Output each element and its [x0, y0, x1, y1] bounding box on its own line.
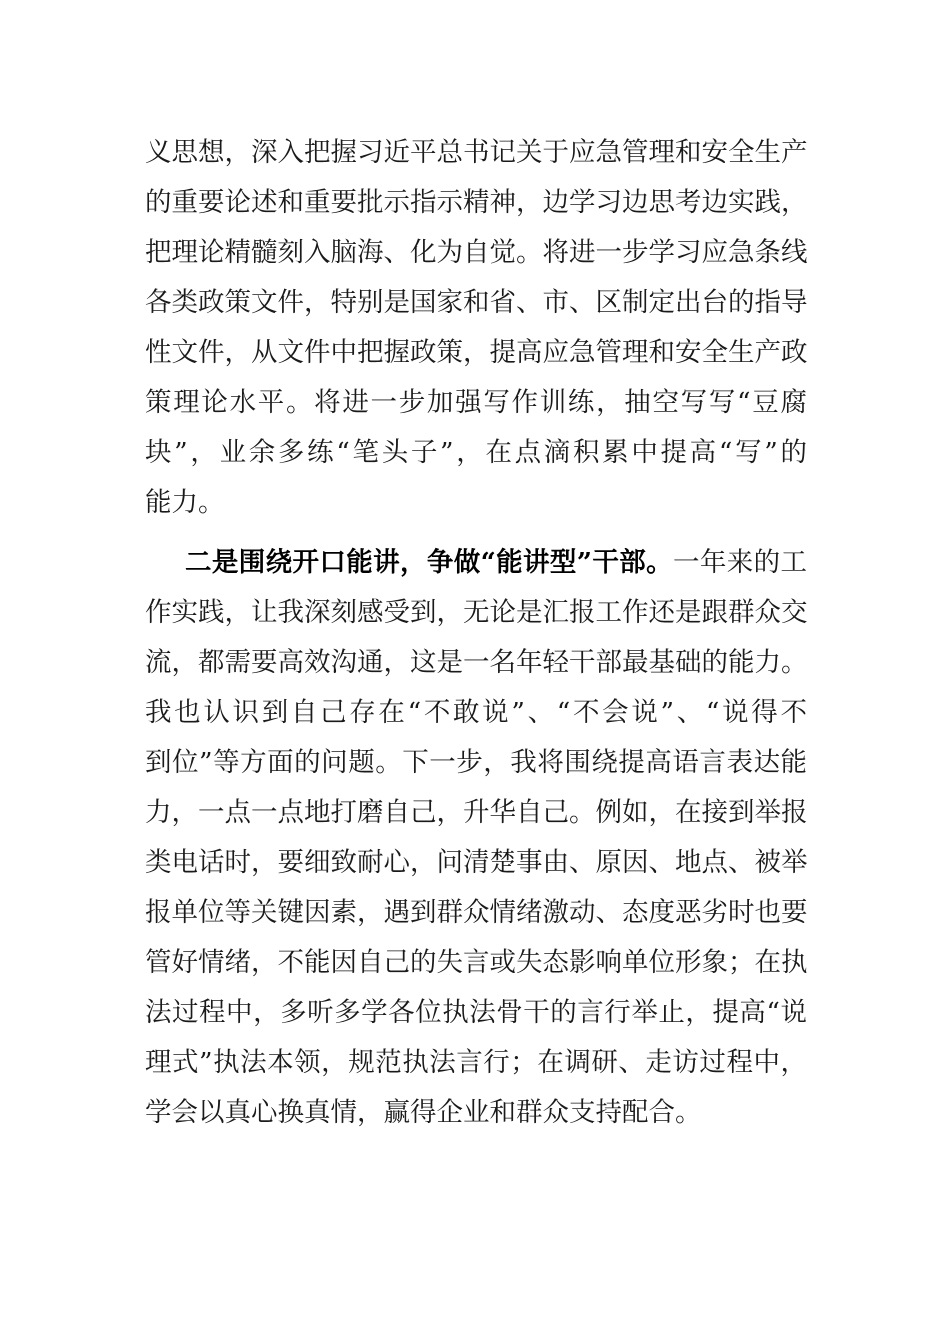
paragraph-2-line-9: 管好情绪，不能因自己的失言或失态影响单位形象；在执 — [145, 947, 808, 978]
paragraph-1-line-2: 的重要论述和重要批示指示精神，边学习边思考边实践， — [145, 187, 808, 218]
paragraph-2-line-7: 类电话时，要细致耐心，问清楚事由、原因、地点、被举 — [145, 847, 808, 878]
paragraph-2-line-4: 我也认识到自己存在“不敢说”、“不会说”、“说得不 — [145, 697, 807, 728]
paragraph-1-line-6: 策理论水平。将进一步加强写作训练，抽空写写“豆腐 — [145, 387, 807, 418]
paragraph-2-line-2: 作实践，让我深刻感受到，无论是汇报工作还是跟群众交 — [145, 597, 808, 628]
paragraph-1-line-5: 性文件，从文件中把握政策，提高应急管理和安全生产政 — [145, 337, 808, 368]
paragraph-1-line-3: 把理论精髓刻入脑海、化为自觉。将进一步学习应急条线 — [145, 237, 808, 268]
paragraph-2-line-3: 流，都需要高效沟通，这是一名年轻干部最基础的能力。 — [145, 647, 808, 678]
paragraph-1-line-4: 各类政策文件，特别是国家和省、市、区制定出台的指导 — [145, 287, 808, 318]
paragraph-1-line-7: 块”，业余多练“笔头子”，在点滴积累中提高“写”的 — [145, 437, 807, 468]
paragraph-2-heading: 二是围绕开口能讲，争做“能讲型”干部。 — [185, 547, 674, 578]
paragraph-2-line-5: 到位”等方面的问题。下一步，我将围绕提高语言表达能 — [145, 747, 807, 778]
paragraph-2-first-line — [185, 543, 807, 583]
paragraph-2-line-12: 学会以真心换真情，赢得企业和群众支持配合。 — [145, 1097, 702, 1128]
paragraph-2-first-line-text: 一年来的工 — [673, 547, 807, 578]
paragraph-2-line-11: 理式”执法本领，规范执法言行；在调研、走访过程中， — [145, 1047, 807, 1078]
paragraph-1-line-1: 义思想，深入把握习近平总书记关于应急管理和安全生产 — [145, 137, 808, 168]
paragraph-2-line-10: 法过程中，多听多学各位执法骨干的言行举止，提高“说 — [145, 997, 807, 1028]
paragraph-2-line-8: 报单位等关键因素，遇到群众情绪激动、态度恶劣时也要 — [145, 897, 808, 928]
paragraph-1-line-8: 能力。 — [145, 487, 225, 518]
paragraph-2-line-6: 力，一点一点地打磨自己，升华自己。例如，在接到举报 — [145, 797, 808, 828]
